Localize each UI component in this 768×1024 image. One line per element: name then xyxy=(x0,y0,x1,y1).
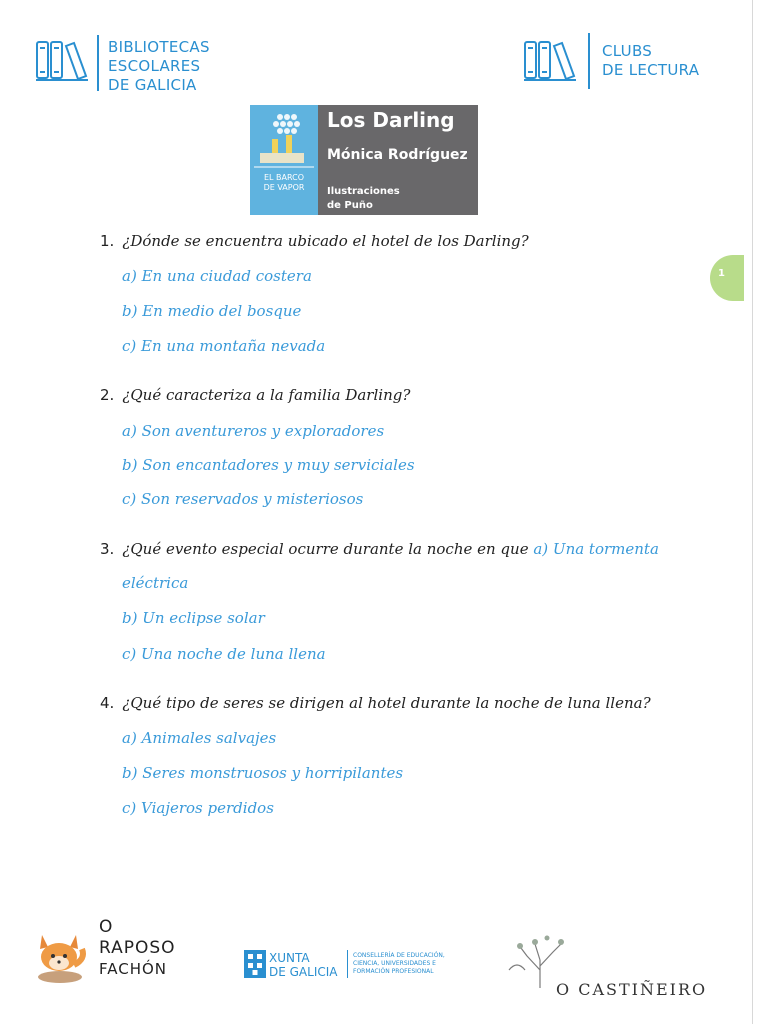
book-illustrator: Ilustraciones de Puño xyxy=(327,186,400,211)
page-tab xyxy=(710,255,744,301)
question-2 xyxy=(100,386,410,404)
books-icon xyxy=(524,40,576,82)
raposo-fachon-text: O RAPOSO FACHÓN xyxy=(99,917,176,978)
answer-option-continuation: eléctrica xyxy=(122,574,189,592)
answer-option: a) En una ciudad costera xyxy=(122,267,312,285)
cover-series-label: EL BARCO DE VAPOR xyxy=(263,173,305,192)
question-text: ¿Qué caracteriza a la familia Darling? xyxy=(122,386,411,404)
clubs-logo-text: CLUBS DE LECTURA xyxy=(602,42,700,79)
page-number: 1 xyxy=(718,268,725,279)
answer-option: a) Animales salvajes xyxy=(122,729,277,747)
question-3 xyxy=(100,540,659,558)
fox-icon xyxy=(30,925,88,989)
answer-option: b) Seres monstruosos y horripilantes xyxy=(122,764,404,782)
book-title: Los Darling xyxy=(327,108,455,132)
logo-divider xyxy=(97,35,99,91)
answer-option: b) Un eclipse solar xyxy=(122,609,265,627)
bibliotecas-logo-text: BIBLIOTECAS ESCOLARES DE GALICIA xyxy=(108,38,210,94)
books-icon xyxy=(36,40,88,82)
question-4 xyxy=(100,694,651,712)
question-number: 4. xyxy=(100,694,115,712)
answer-option: c) Una noche de luna llena xyxy=(122,645,326,663)
question-number: 1. xyxy=(100,232,115,250)
question-text: ¿Dónde se encuentra ubicado el hotel de los Darling? xyxy=(122,232,529,250)
question-1 xyxy=(100,232,529,250)
answer-option: a) Son aventureros y exploradores xyxy=(122,422,385,440)
logo-divider xyxy=(588,33,590,89)
cover-illustration xyxy=(250,105,318,215)
question-text: ¿Qué tipo de seres se dirigen al hotel durante la noche de luna llena? xyxy=(122,694,651,712)
answer-option-inline: a) Una tormenta xyxy=(533,540,659,558)
conselleria-text: CONSELLERÍA DE EDUCACIÓN, CIENCIA, UNIVERSIDADES E FORMACIÓN PROFESIONAL xyxy=(353,952,445,975)
castineiro-text: O CASTIÑEIRO xyxy=(556,980,708,999)
answer-option: c) En una montaña nevada xyxy=(122,337,326,355)
answer-option: b) En medio del bosque xyxy=(122,302,302,320)
question-number: 2. xyxy=(100,386,115,404)
answer-option: c) Son reservados y misteriosos xyxy=(122,490,364,508)
book-author: Mónica Rodríguez xyxy=(327,147,468,163)
page-edge-line xyxy=(752,0,753,1024)
xunta-divider xyxy=(347,950,348,978)
question-number: 3. xyxy=(100,540,115,558)
book-cover xyxy=(250,105,478,215)
answer-option: b) Son encantadores y muy serviciales xyxy=(122,456,415,474)
question-text: ¿Qué evento especial ocurre durante la noche en que xyxy=(122,540,529,558)
xunta-flag-icon xyxy=(244,950,266,982)
answer-option: c) Viajeros perdidos xyxy=(122,799,274,817)
xunta-text: XUNTA DE GALICIA xyxy=(269,951,338,979)
